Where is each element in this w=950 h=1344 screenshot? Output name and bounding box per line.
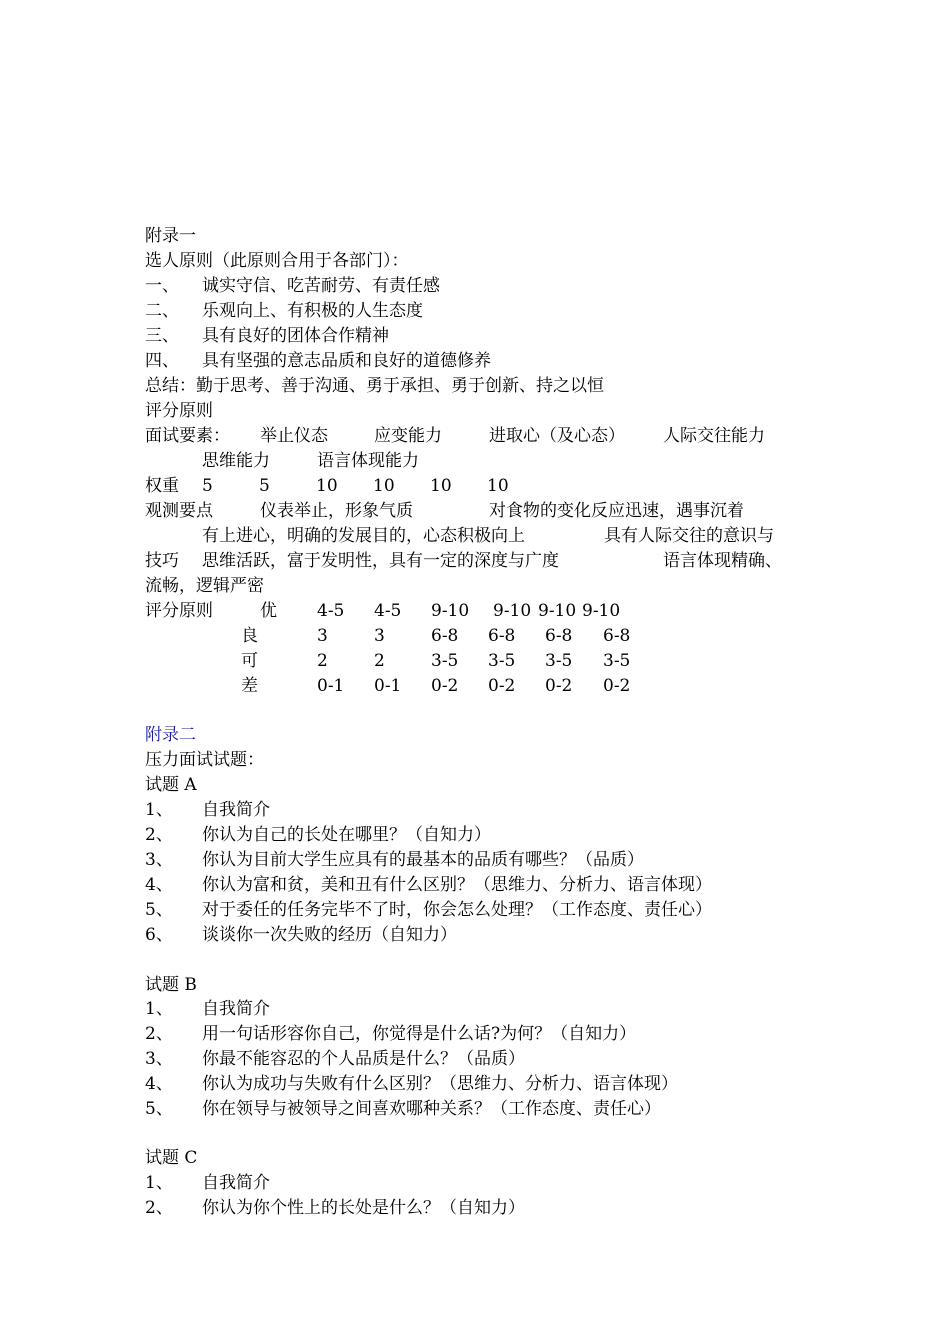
grade-score: 4-5 [317, 601, 345, 621]
question-number: 2、 [145, 1024, 173, 1044]
grade-level: 差 [241, 676, 258, 696]
question-text: 你认为富和贫，美和丑有什么区别？（思维力、分析力、语言体现） [202, 875, 712, 895]
weight-value: 10 [430, 476, 452, 496]
grading-label: 评分原则 [145, 601, 213, 621]
question-text: 谈谈你一次失败的经历（自知力） [202, 925, 457, 945]
question-text: 你在领导与被领导之间喜欢哪种关系？（工作态度、责任心） [202, 1099, 661, 1119]
question-text: 你认为成功与失败有什么区别？（思维力、分析力、语言体现） [202, 1074, 678, 1094]
grade-score: 0-2 [603, 676, 631, 696]
appendix2-subtitle: 压力面试试题： [145, 750, 264, 770]
question-number: 1、 [145, 999, 173, 1019]
grade-score: 3-5 [545, 651, 573, 671]
observe-text: 流畅，逻辑严密 [145, 576, 264, 596]
grade-score: 4-5 [374, 601, 402, 621]
observe-text: 具有人际交往的意识与 [604, 526, 774, 546]
grade-score: 3 [317, 626, 328, 646]
observe-text: 语言体现精确、 [663, 551, 782, 571]
weight-label: 权重 [145, 476, 179, 496]
principle-text: 具有坚强的意志品质和良好的道德修养 [202, 351, 491, 371]
question-text: 对于委任的任务完毕不了时，你会怎么处理？（工作态度、责任心） [202, 900, 712, 920]
weight-value: 5 [202, 476, 213, 496]
factor-item: 应变能力 [374, 426, 442, 446]
weight-value: 10 [316, 476, 338, 496]
question-text: 你认为自己的长处在哪里？（自知力） [202, 825, 491, 845]
question-number: 1、 [145, 800, 173, 820]
grade-score: 3-5 [488, 651, 516, 671]
factor-item: 举止仪态 [260, 426, 328, 446]
question-set-title: 试题 B [145, 975, 197, 995]
selection-heading: 选人原则（此原则合用于各部门）： [145, 251, 409, 271]
principle-text: 乐观向上、有积极的人生态度 [202, 301, 423, 321]
grade-score: 0-1 [317, 676, 345, 696]
question-number: 2、 [145, 1198, 173, 1218]
principle-number: 一、 [145, 276, 179, 296]
question-text: 用一句话形容你自己，你觉得是什么话?为何？（自知力） [202, 1024, 637, 1044]
observe-text: 技巧 [145, 551, 179, 571]
question-number: 6、 [145, 925, 173, 945]
grade-score: 0-2 [431, 676, 459, 696]
question-number: 4、 [145, 1074, 173, 1094]
observe-text: 对食物的变化反应迅速，遇事沉着 [489, 501, 744, 521]
question-number: 3、 [145, 1049, 173, 1069]
appendix1-title: 附录一 [145, 226, 196, 246]
question-text: 你认为目前大学生应具有的最基本的品质有哪些？（品质） [202, 850, 644, 870]
grade-level: 良 [241, 626, 258, 646]
question-set-title: 试题 C [145, 1148, 198, 1168]
principle-number: 二、 [145, 301, 179, 321]
principle-text: 诚实守信、吃苦耐劳、有责任感 [202, 276, 440, 296]
question-text: 自我简介 [202, 999, 270, 1019]
factor-item: 语言体现能力 [317, 451, 419, 471]
question-text: 自我简介 [202, 800, 270, 820]
factor-item: 思维能力 [202, 451, 270, 471]
grade-score: 3-5 [431, 651, 459, 671]
grade-level: 优 [260, 601, 277, 621]
question-number: 3、 [145, 850, 173, 870]
grade-score: 0-1 [374, 676, 402, 696]
grade-score: 3 [374, 626, 385, 646]
grade-score: 6-8 [431, 626, 459, 646]
factors-label: 面试要素： [145, 426, 230, 446]
grade-level: 可 [241, 651, 258, 671]
principle-number: 三、 [145, 326, 179, 346]
grade-score: 6-8 [488, 626, 516, 646]
question-text: 你最不能容忍的个人品质是什么？（品质） [202, 1049, 525, 1069]
weight-value: 5 [259, 476, 270, 496]
grade-score: 2 [374, 651, 385, 671]
question-number: 2、 [145, 825, 173, 845]
principle-text: 具有良好的团体合作精神 [202, 326, 389, 346]
observe-label: 观测要点 [145, 501, 213, 521]
question-number: 4、 [145, 875, 173, 895]
observe-text: 思维活跃，富于发明性，具有一定的深度与广度 [202, 551, 559, 571]
observe-text: 有上进心，明确的发展目的，心态积极向上 [202, 526, 525, 546]
grade-score: 9-10 [431, 601, 470, 621]
question-set-title: 试题 A [145, 775, 197, 795]
question-text: 你认为你个性上的长处是什么？（自知力） [202, 1198, 525, 1218]
grade-score: 6-8 [603, 626, 631, 646]
question-number: 5、 [145, 900, 173, 920]
grade-score: 6-8 [545, 626, 573, 646]
appendix2-title[interactable]: 附录二 [145, 725, 196, 745]
summary-text: 总结：勤于思考、善于沟通、勇于承担、勇于创新、持之以恒 [145, 376, 604, 396]
scoring-heading: 评分原则 [145, 401, 213, 421]
weight-value: 10 [373, 476, 395, 496]
factor-item: 进取心（及心态） [489, 426, 625, 446]
principle-number: 四、 [145, 351, 179, 371]
grade-score: 9-10 [582, 601, 621, 621]
grade-score: 9-10 [493, 601, 532, 621]
grade-score: 0-2 [488, 676, 516, 696]
question-number: 5、 [145, 1099, 173, 1119]
grade-score: 3-5 [603, 651, 631, 671]
grade-score: 9-10 [538, 601, 577, 621]
weight-value: 10 [487, 476, 509, 496]
question-number: 1、 [145, 1173, 173, 1193]
grade-score: 2 [317, 651, 328, 671]
factor-item: 人际交往能力 [663, 426, 765, 446]
grade-score: 0-2 [545, 676, 573, 696]
question-text: 自我简介 [202, 1173, 270, 1193]
observe-text: 仪表举止，形象气质 [260, 501, 413, 521]
